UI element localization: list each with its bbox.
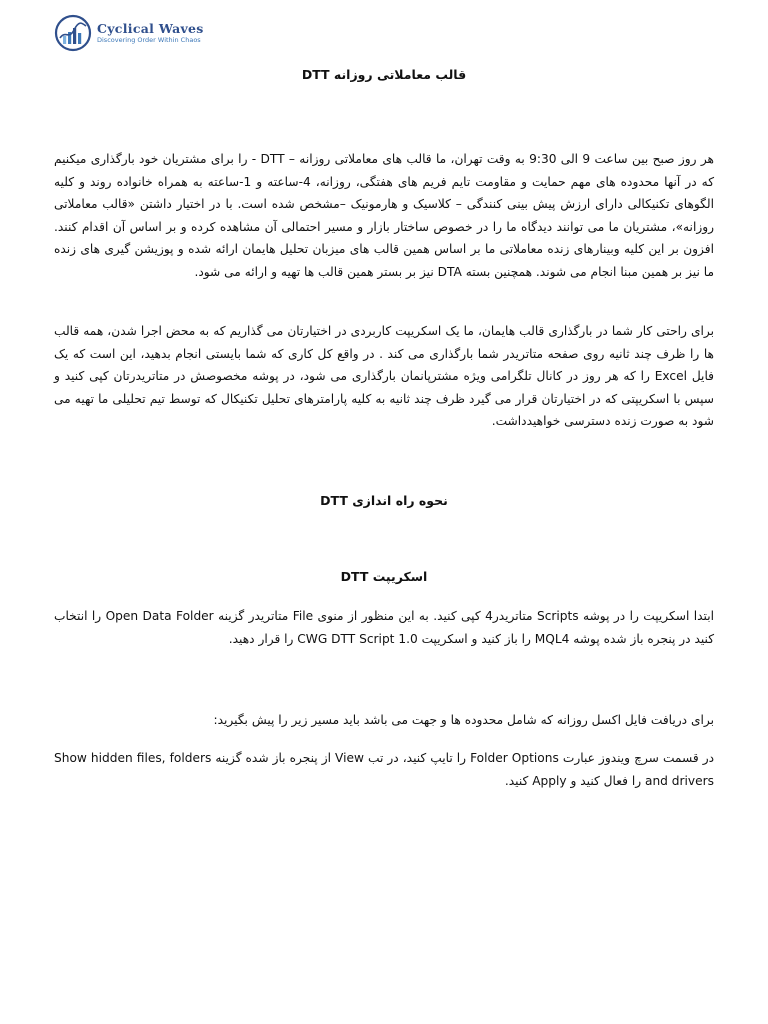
- cyclical-waves-logo-icon: [54, 14, 92, 52]
- excel-paragraph: برای دریافت فایل اکسل روزانه که شامل محدوده ها و جهت می باشد باید مسیر زیر را پیش بگیرید:: [213, 713, 714, 727]
- logo-tagline: Discovering Order Within Chaos: [97, 36, 201, 44]
- script-heading: اسکریپت DTT: [340, 569, 428, 584]
- folder-options-paragraph: در قسمت سرچ ویندوز عبارت Folder Options را تایپ کنید، در تب View از پنجره باز شده گزینه Show hidden files, folders and drivers را فعال کنید و Apply کنید.: [54, 751, 715, 788]
- logo-name: Cyclical Waves: [97, 21, 204, 36]
- script-paragraph: برای راحتی کار شما در بارگذاری قالب هایمان، ما یک اسکریپت کاربردی در اختیارتان می گذاریم که به محض اجرا شدن، همه قالب ها را ظرف چند ثانیه روی صفحه متاتریدر شما بارگذاری می کند . در واقع کل کاری که شما بایستی انجام بدهید، این است که یک فایل Excel را که هر روز در کانال تلگرامی ویژه مشترپانمان بارگذاری می شود، در پوشه مخصوصش در متاتریدرتان کپی کنید و سپس با اسکریپتی که در اختیارتان قرار می گیرد ظرف چند ثانیه به کلیه پارامترهای تحلیل تکنیکال که توسط تیم تحلیلی ما تهیه می شود به صورت زنده دسترسی خواهیدداشت.: [54, 324, 714, 428]
- intro-paragraph: هر روز صبح بین ساعت 9 الی 9:30 به وقت تهران، ما قالب های معاملاتی روزانه – DTT - را برای مشتریان خود بارگذاری میکنیم که در آنها محدوده های مهم حمایت و مقاومت تایم فریم های هفتگی، روزانه، 4-ساعته و 1-ساعته به همراه خانواده روند و کلیه الگوهای تکنیکالی دارای ارزش پیش بینی کنندگی – کلاسیک و هارمونیک –مشخص شده است. با در اختیار داشتن «قالب معاملاتی روزانه»، مشتریان ما می توانند دیدگاه ما را در خصوص ساختار بازار و مسیر احتمالی آن مشاهده کرده و بر اساس آن اقدام کنند. افزون بر این کلیه وبینارهای زنده معاملاتی ما بر اساس همین قالب های میزبان تحلیل هایمان ارائه شده و پوزیشن گیری های زنده ما نیز بر همین مبنا انجام می شوند. همچنین بسته DTA نیز بر بستر همین قالب ها تهیه و ارائه می شود.: [54, 152, 714, 279]
- install-paragraph: ابتدا اسکریپت را در پوشه Scripts متاتریدر4 کپی کنید. به این منظور از منوی File متاتریدر گزینه Open Data Folder را انتخاب کنید در پنجره باز شده پوشه MQL4 را باز کنید و اسکریپت CWG DTT Script 1.0 را قرار دهید.: [54, 609, 714, 646]
- company-logo: [54, 14, 204, 52]
- setup-heading: نحوه راه اندازی DTT: [320, 493, 448, 508]
- document-title: قالب معاملاتی روزانه DTT: [301, 67, 467, 82]
